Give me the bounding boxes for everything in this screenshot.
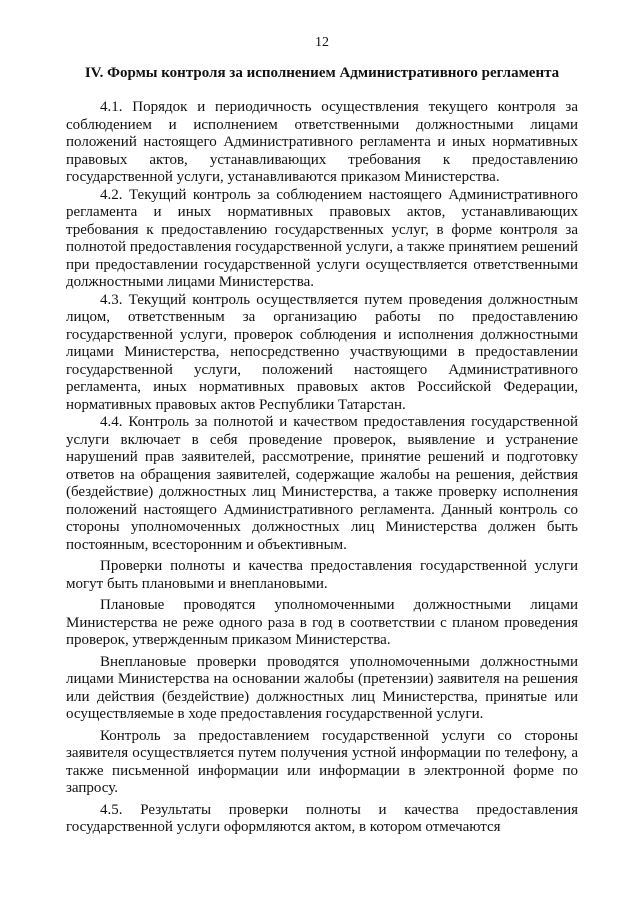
paragraph-applicant-control: Контроль за предоставлением государственной услуги со стороны заявителя осуществляется путем получения устной информации по телефону, а также письменной информации или информации в электронной форме по запросу.: [66, 727, 578, 796]
page-number: 12: [315, 35, 329, 50]
paragraph-planned: Плановые проводятся уполномоченными должностными лицами Министерства не реже одного раза в год в соответствии с планом проведения проверок, утвержденным приказом Министерства.: [66, 597, 578, 648]
section-title: IV. Формы контроля за исполнением Административного регламента: [84, 65, 560, 81]
paragraph-4-4: 4.4. Контроль за полнотой и качеством предоставления государственной услуги включает в себя проведение проверок, выявление и устранение нарушений прав заявителей, рассмотрение, принятие решений и подготовку ответов на обращения заявителей, содержащие жалобы на решения, действия (бездействие) должностных лиц Министерства, а также проверку исполнения положений настоящего Административного регламента. Данный контроль со стороны уполномоченных должностных лиц Министерства должен быть постоянным, всесторонним и объективным.: [66, 414, 578, 553]
paragraph-4-3: 4.3. Текущий контроль осуществляется путем проведения должностным лицом, ответственным за организацию работы по предоставлению государственной услуги, проверок соблюдения и исполнения должностными лицами Министерства, непосредственно участвующими в предоставлении государственной услуги, положений настоящего Административного регламента, иных нормативных правовых актов Российской Федерации, нормативных правовых актов Республики Татарстан.: [66, 291, 578, 413]
paragraph-4-1: 4.1. Порядок и периодичность осуществления текущего контроля за соблюдением и исполнением ответственными должностными лицами положений настоящего Административного регламента и иных нормативных правовых актов, устанавливающих требования к предоставлению государственной услуги, устанавливаются приказом Министерства.: [66, 99, 578, 185]
paragraph-unplanned: Внеплановые проверки проводятся уполномоченными должностными лицами Министерства на основании жалобы (претензии) заявителя на решения или действия (бездействие) должностных лиц Министерства, принятые или осуществляемые в ходе предоставления государственной услуги.: [66, 653, 578, 722]
paragraph-4-2: 4.2. Текущий контроль за соблюдением настоящего Административного регламента и иных нормативных правовых актов, устанавливающих требования к предоставлению государственных услуг, в форме контроля за полнотой предоставления государственной услуги, а также принятием решений при предоставлении государственной услуги осуществляется ответственными должностными лицами Министерства.: [66, 186, 578, 290]
paragraph-4-5: 4.5. Результаты проверки полноты и качества предоставления государственной услуги оформляются актом, в котором отмечаются: [66, 801, 578, 835]
document-page: [66, 34, 578, 837]
paragraph-checks: Проверки полноты и качества предоставления государственной услуги могут быть плановыми и внеплановыми.: [66, 558, 578, 592]
